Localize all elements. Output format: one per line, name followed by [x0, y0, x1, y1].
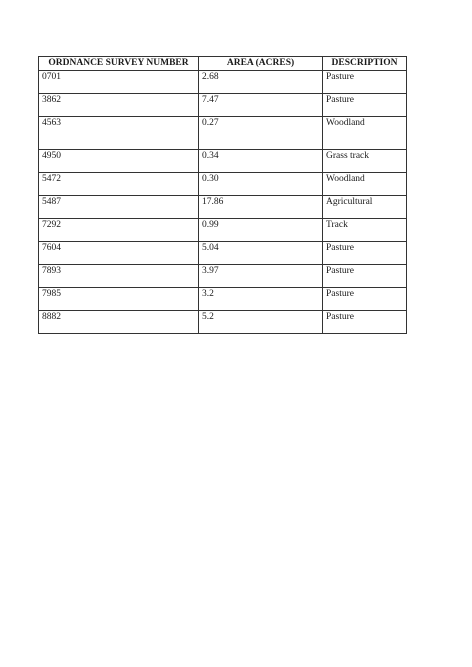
cell-area: 17.86 — [199, 196, 323, 219]
cell-description: Pasture — [323, 242, 407, 265]
cell-description: Woodland — [323, 173, 407, 196]
cell-survey-number: 0701 — [39, 71, 199, 94]
cell-description: Pasture — [323, 71, 407, 94]
header-area: AREA (ACRES) — [199, 57, 323, 71]
cell-survey-number: 7604 — [39, 242, 199, 265]
header-description: DESCRIPTION — [323, 57, 407, 71]
cell-description: Pasture — [323, 288, 407, 311]
cell-description: Pasture — [323, 94, 407, 117]
cell-area: 0.34 — [199, 150, 323, 173]
cell-survey-number: 7893 — [39, 265, 199, 288]
cell-area: 0.27 — [199, 117, 323, 150]
cell-area: 5.04 — [199, 242, 323, 265]
table-row — [39, 265, 407, 288]
cell-description: Pasture — [323, 311, 407, 334]
cell-description: Woodland — [323, 117, 407, 150]
cell-description: Agricultural — [323, 196, 407, 219]
cell-survey-number: 7985 — [39, 288, 199, 311]
cell-area: 5.2 — [199, 311, 323, 334]
cell-survey-number: 8882 — [39, 311, 199, 334]
cell-description: Track — [323, 219, 407, 242]
cell-survey-number: 4563 — [39, 117, 199, 150]
cell-area: 3.97 — [199, 265, 323, 288]
cell-area: 7.47 — [199, 94, 323, 117]
cell-survey-number: 3862 — [39, 94, 199, 117]
table-row — [39, 242, 407, 265]
table-row — [39, 94, 407, 117]
table-header-row — [39, 57, 407, 71]
cell-area: 0.99 — [199, 219, 323, 242]
table-row — [39, 173, 407, 196]
cell-survey-number: 4950 — [39, 150, 199, 173]
table-row — [39, 288, 407, 311]
header-survey-number: ORDNANCE SURVEY NUMBER — [39, 57, 199, 71]
table-row — [39, 311, 407, 334]
cell-area: 3.2 — [199, 288, 323, 311]
cell-survey-number: 7292 — [39, 219, 199, 242]
cell-description: Grass track — [323, 150, 407, 173]
table-row — [39, 150, 407, 173]
cell-survey-number: 5487 — [39, 196, 199, 219]
table-row — [39, 71, 407, 94]
cell-area: 2.68 — [199, 71, 323, 94]
land-parcels-table — [38, 56, 407, 334]
cell-area: 0.30 — [199, 173, 323, 196]
cell-description: Pasture — [323, 265, 407, 288]
table-row — [39, 219, 407, 242]
table-row — [39, 196, 407, 219]
cell-survey-number: 5472 — [39, 173, 199, 196]
table-row — [39, 117, 407, 150]
